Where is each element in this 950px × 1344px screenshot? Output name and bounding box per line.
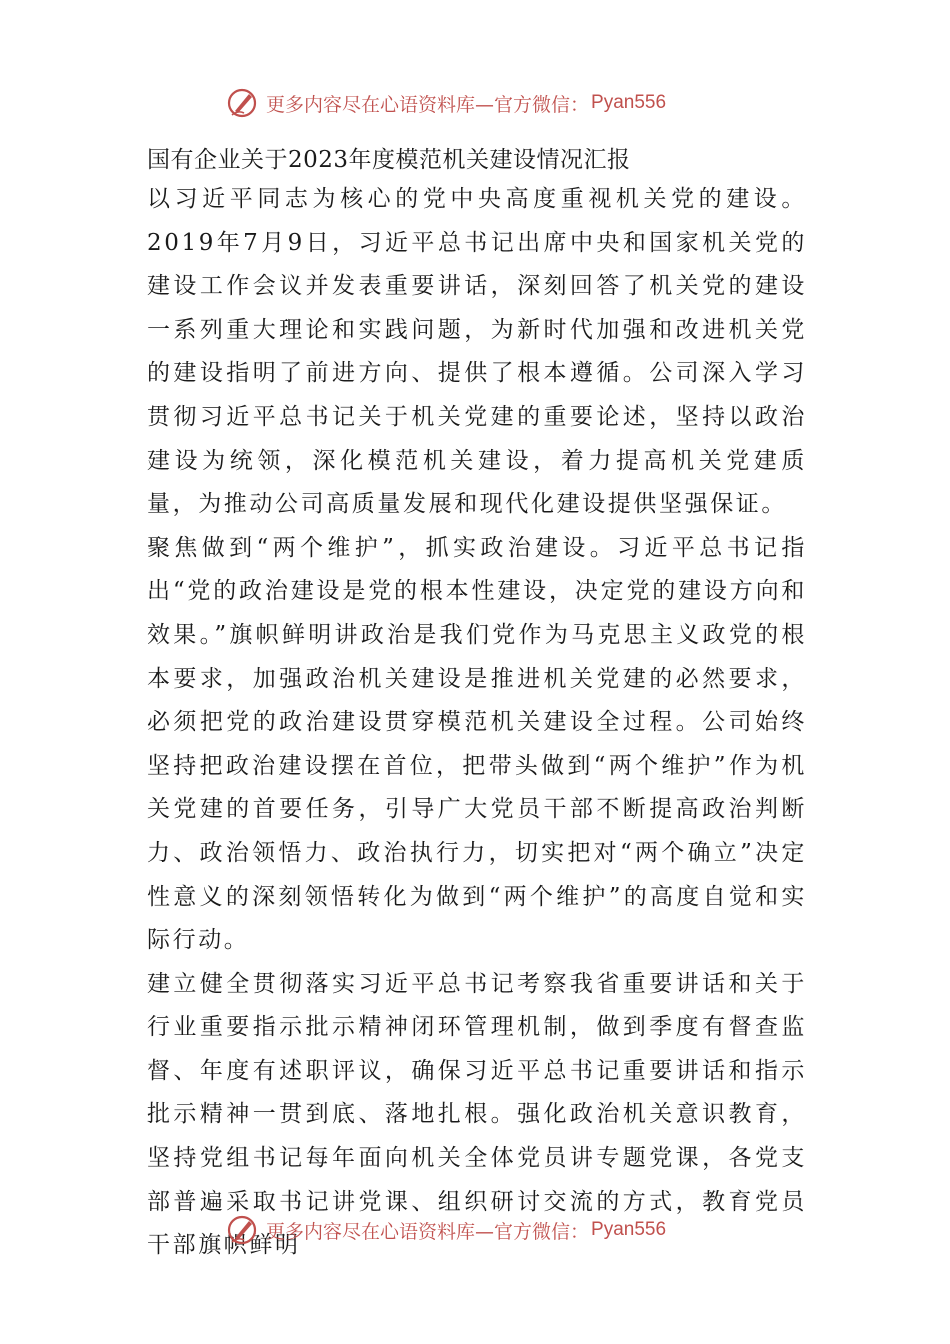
watermark-text: 更多内容尽在心语资料库—官方微信： <box>266 93 590 116</box>
paragraph-political-building: 聚焦做到“两个维护”，抓实政治建设。习近平总书记指出“党的政治建设是党的根本性建设，决定党的建设方向和效果。”旗帜鲜明讲政治是我们党作为马克思主义政党的根本要求，加强政治机关建设是推进机关党建的必然要求，必须把党的政治建设贯穿模范机关建设全过程。公司始终坚持把政治建设摆在首位，把带头做到“两个维护”作为机关党建的首要任务，引导广大党员干部不断提高政治判断力、政治领悟力、政治执行力，切实把对“两个确立”决定性意义的深刻领悟转化为做到“两个维护”的高度自觉和实际行动。 <box>147 534 807 954</box>
watermark-text: 更多内容尽在心语资料库—官方微信： <box>266 1220 590 1243</box>
pen-logo-icon <box>226 1213 260 1247</box>
document-title: 国有企业关于2023年度模范机关建设情况汇报 <box>147 147 631 173</box>
watermark-account: Pyan556 <box>591 92 667 113</box>
document-body <box>147 143 807 1268</box>
header-watermark <box>226 83 666 123</box>
footer-watermark <box>226 1210 666 1250</box>
pen-logo-icon <box>226 86 260 120</box>
watermark-account: Pyan556 <box>591 1219 667 1240</box>
paragraph-intro: 以习近平同志为核心的党中央高度重视机关党的建设。2019年7月9日，习近平总书记出席中央和国家机关党的建设工作会议并发表重要讲话，深刻回答了机关党的建设一系列重大理论和实践问题，为新时代加强和改进机关党的建设指明了前进方向、提供了根本遵循。公司深入学习贯彻习近平总书记关于机关党建的重要论述，坚持以政治建设为统领，深化模范机关建设，着力提高机关党建质量，为推动公司高质量发展和现代化建设提供坚强保证。 <box>147 186 807 518</box>
paragraph-mechanism: 建立健全贯彻落实习近平总书记考察我省重要讲话和关于行业重要指示批示精神闭环管理机制，做到季度有督查监督、年度有述职评议，确保习近平总书记重要讲话和指示批示精神一贯到底、落地扎根。强化政治机关意识教育，坚持党组书记每年面向机关全体党员讲专题党课，各党支部普遍采取书记讲党课、组织研讨交流的方式，教育党员干部旗帜鲜明 <box>147 970 807 1259</box>
